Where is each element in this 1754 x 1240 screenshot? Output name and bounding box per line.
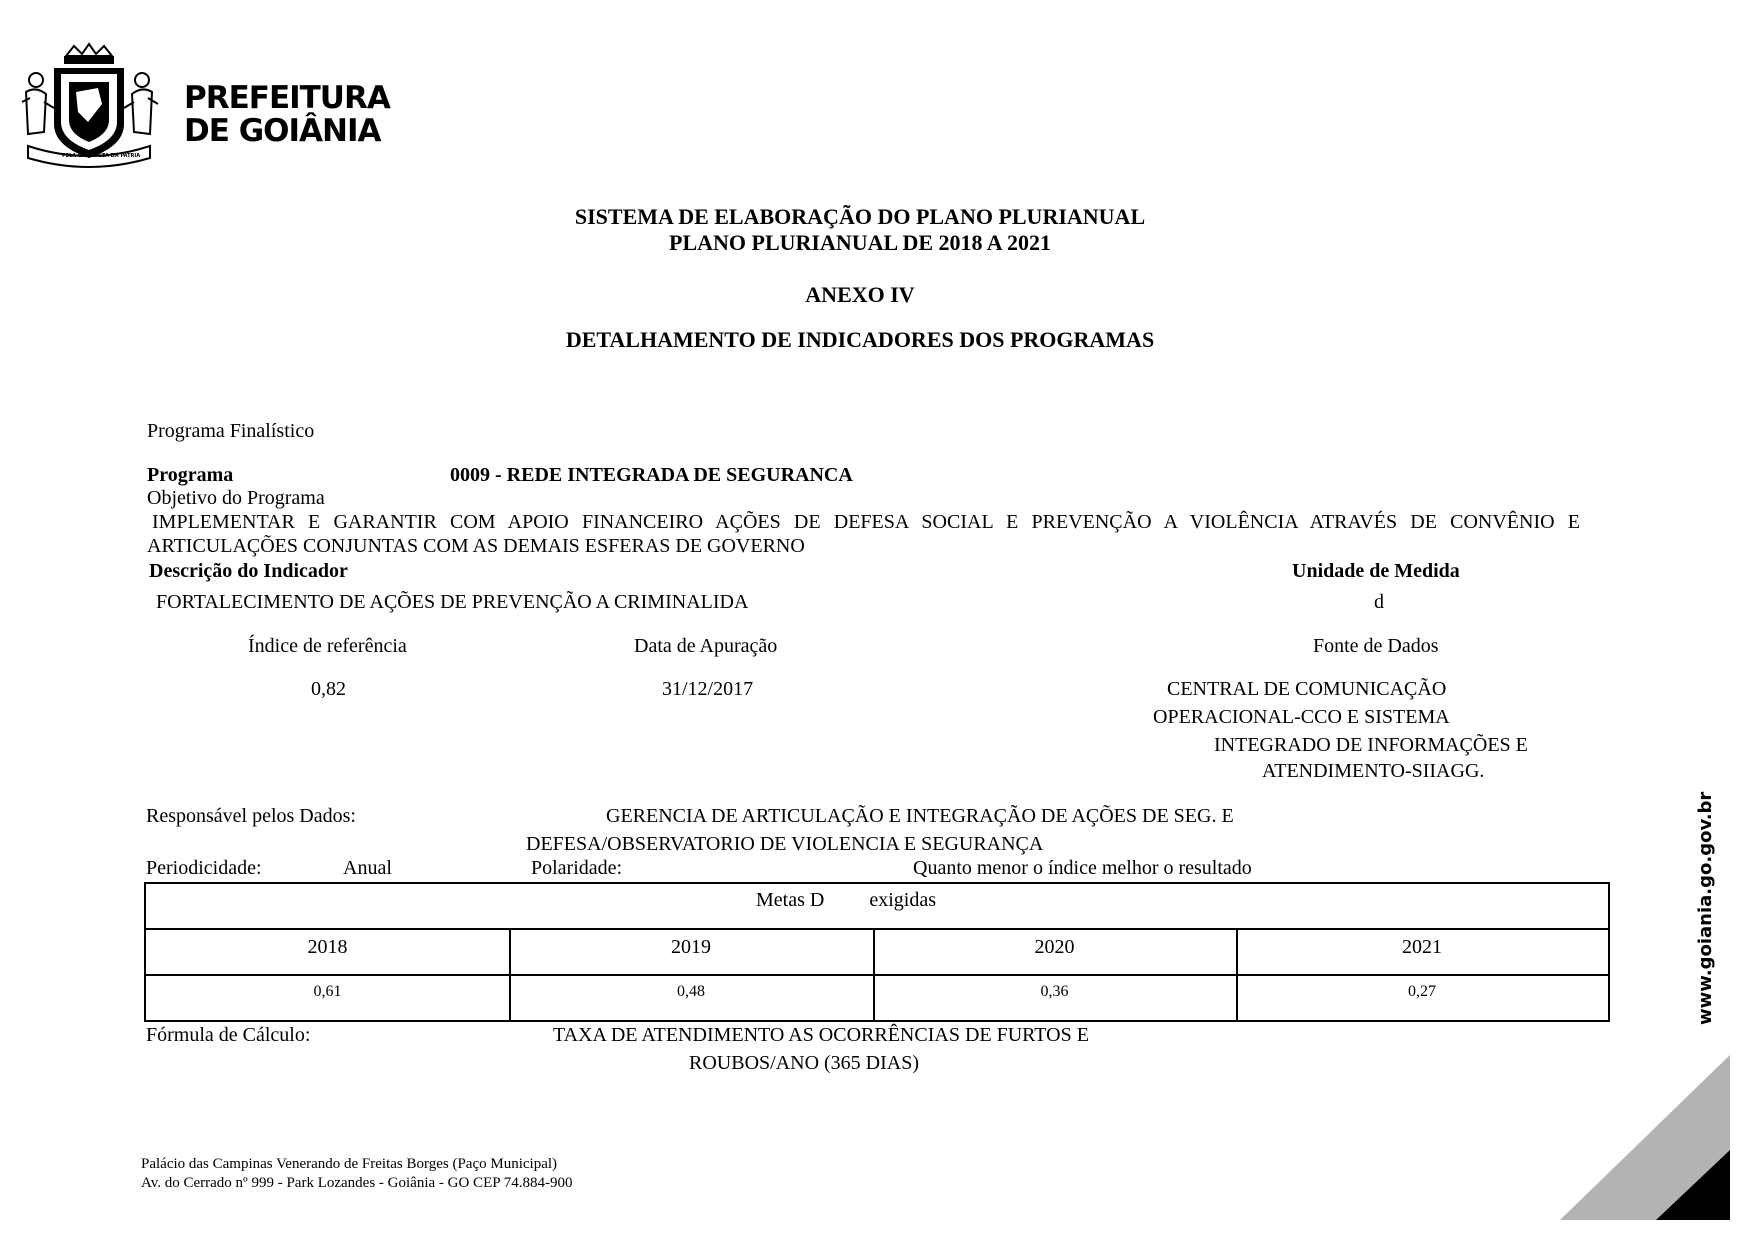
data-source-line-4: ATENDIMENTO-SIIAGG. [1262, 760, 1485, 782]
responsible-line-1: GERENCIA DE ARTICULAÇÃO E INTEGRAÇÃO DE AÇÕES DE SEG. E [606, 805, 1234, 827]
footer-address-line-1: Palácio das Campinas Venerando de Freitas Borges (Paço Municipal) [141, 1156, 558, 1172]
data-source-line-3: INTEGRADO DE INFORMAÇÕES E [1214, 734, 1528, 756]
data-source-label: Fonte de Dados [1313, 635, 1439, 657]
city-name-logo [184, 82, 390, 148]
indicator-description-label: Descrição do Indicador [149, 560, 348, 582]
section-title: DETALHAMENTO DE INDICADORES DOS PROGRAMAS [565, 327, 1155, 352]
program-type: Programa Finalístico [147, 420, 315, 442]
annex-title: ANEXO IV [805, 282, 915, 307]
metas-table [144, 882, 1610, 1022]
footer-address-line-2: Av. do Cerrado nº 999 - Park Lozandes - Goiânia - GO CEP 74.884-900 [141, 1175, 573, 1191]
indicator-description-value: FORTALECIMENTO DE AÇÕES DE PREVENÇÃO A CRIMINALIDA [156, 591, 749, 613]
objective-line-1: IMPLEMENTAR E GARANTIR COM APOIO FINANCEIRO AÇÕES DE DEFESA SOCIAL E PREVENÇÃO A VIOLÊNCIA ATRAVÉS DE CONVÊNIO E [152, 511, 1580, 533]
unit-of-measure-label: Unidade de Medida [1292, 560, 1460, 582]
metas-year-2019: 2019 [671, 936, 711, 958]
periodicity-value: Anual [343, 857, 392, 879]
polarity-value: Quanto menor o índice melhor o resultado [913, 857, 1252, 879]
data-source-line-2: OPERACIONAL-CCO E SISTEMA [1153, 706, 1450, 728]
program-label: Programa [147, 464, 234, 486]
logo-line-1: PREFEITURA [184, 80, 390, 116]
side-website-url: www.goiania.go.gov.br [1695, 791, 1716, 1025]
periodicity-label: Periodicidade: [146, 857, 262, 879]
metas-title-part-1: Metas D [756, 889, 825, 911]
reference-index-value: 0,82 [311, 678, 346, 700]
metas-value-2021: 0,27 [1408, 983, 1436, 1000]
polarity-label: Polaridade: [531, 857, 623, 879]
program-value: 0009 - REDE INTEGRADA DE SEGURANCA [450, 464, 853, 486]
metas-title-part-2: exigidas [869, 889, 936, 911]
metas-value-2019: 0,48 [677, 983, 705, 1000]
metas-year-2021: 2021 [1402, 936, 1442, 958]
measurement-date-label: Data de Apuração [634, 635, 778, 657]
corner-decoration [1560, 1055, 1730, 1220]
responsible-line-2: DEFESA/OBSERVATORIO DE VIOLENCIA E SEGURANÇA [526, 833, 1044, 855]
data-source-line-1: CENTRAL DE COMUNICAÇÃO [1167, 678, 1447, 700]
objective-line-2: ARTICULAÇÕES CONJUNTAS COM AS DEMAIS ESFERAS DE GOVERNO [147, 535, 805, 557]
reference-index-label: Índice de referência [248, 635, 407, 657]
metas-value-2020: 0,36 [1040, 983, 1069, 1000]
objective-label: Objetivo do Programa [147, 487, 325, 509]
formula-line-1: TAXA DE ATENDIMENTO AS OCORRÊNCIAS DE FURTOS E [553, 1024, 1089, 1046]
document-subtitle: PLANO PLURIANUAL DE 2018 A 2021 [669, 230, 1051, 255]
city-seal-logo [14, 42, 164, 170]
metas-value-2018: 0,61 [313, 983, 342, 1000]
formula-label: Fórmula de Cálculo: [146, 1024, 311, 1046]
metas-title [756, 889, 936, 912]
logo-line-2: DE GOIÂNIA [184, 113, 381, 149]
responsible-label: Responsável pelos Dados: [146, 805, 356, 827]
formula-line-2: ROUBOS/ANO (365 DIAS) [689, 1052, 920, 1074]
document-title: SISTEMA DE ELABORAÇÃO DO PLANO PLURIANUAL [574, 204, 1146, 229]
measurement-date-value: 31/12/2017 [662, 678, 754, 700]
unit-of-measure-value: d [1374, 591, 1384, 613]
metas-year-2020: 2020 [1034, 936, 1075, 958]
seal-motto: PELA GRANDEZA DA PÁTRIA [62, 153, 141, 159]
metas-year-2018: 2018 [307, 936, 348, 958]
